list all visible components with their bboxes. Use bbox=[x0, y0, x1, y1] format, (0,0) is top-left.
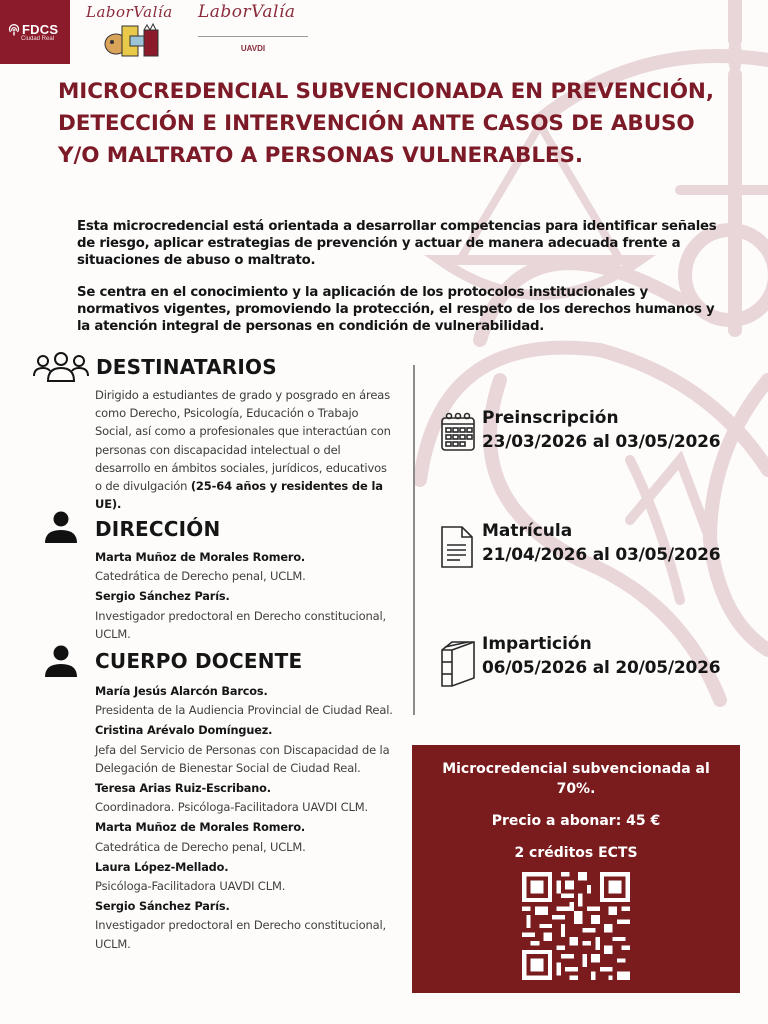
person-name: Marta Muñoz de Morales Romero. bbox=[95, 551, 306, 564]
cuerpo-docente-title: CUERPO DOCENTE bbox=[95, 649, 303, 673]
laborvalia-logo-text: LaborValía bbox=[86, 3, 173, 21]
date-matricula bbox=[440, 521, 760, 581]
date-range: 21/04/2026 al 03/05/2026 bbox=[482, 545, 721, 565]
price-text: Precio a abonar: 45 € bbox=[491, 813, 661, 829]
page-title: MICROCREDENCIAL SUBVENCIONADA EN PREVENCIÓN, DETECCIÓN E INTERVENCIÓN ANTE CASOS DE ABUSO Y/O MALTRATO A PERSONAS VULNERABLES. bbox=[58, 79, 714, 168]
docente-person bbox=[95, 683, 395, 719]
date-label: Matrícula bbox=[482, 521, 573, 541]
person-name: Cristina Arévalo Domínguez. bbox=[95, 724, 273, 738]
docente-person bbox=[95, 722, 395, 777]
person-role: Presidenta de la Audiencia Provincial de Ciudad Real. bbox=[95, 703, 393, 718]
destinatarios-description: Dirigido a estudiantes de grado y posgrado en áreas como Derecho, Psicología, Educación o Trabajo Social, así como a profesionales que interactúan con personas con discapacidad intelectual o del desarrollo en ámbitos sociales, jurídicos, educativos o de divulgación bbox=[95, 388, 391, 494]
person-role: Catedrática de Derecho penal, UCLM. bbox=[95, 569, 306, 584]
cuerpo-docente-list bbox=[95, 683, 395, 956]
date-label: Impartición bbox=[482, 634, 592, 654]
destinatarios-heading bbox=[33, 352, 277, 382]
person-name: María Jesús Alarcón Barcos. bbox=[95, 685, 268, 698]
person-icon bbox=[44, 644, 78, 678]
credits-text: 2 créditos ECTS bbox=[514, 845, 638, 861]
direccion-person bbox=[95, 588, 395, 643]
group-icon bbox=[33, 352, 89, 382]
person-name: Teresa Arias Ruiz-Escribano. bbox=[95, 782, 271, 796]
direccion-heading bbox=[95, 517, 220, 541]
person-name: Marta Muñoz de Morales Romero. bbox=[95, 821, 306, 835]
date-imparticion bbox=[440, 634, 760, 694]
person-role: Catedrática de Derecho penal, UCLM. bbox=[95, 839, 306, 854]
laborvalia-logo bbox=[86, 2, 186, 62]
column-divider bbox=[413, 365, 415, 715]
uavdi-label: UAVDI bbox=[240, 44, 266, 53]
direccion-person bbox=[95, 549, 395, 585]
destinatarios-requirements: (25-64 años y residentes de la UE). bbox=[95, 479, 383, 512]
date-range: 06/05/2026 al 20/05/2026 bbox=[482, 658, 721, 678]
price-box bbox=[412, 745, 740, 993]
fdcs-logo-title: FDCS bbox=[22, 22, 59, 37]
destinatarios-title: DESTINATARIOS bbox=[96, 355, 277, 379]
destinatarios-text bbox=[95, 386, 395, 513]
person-role: Coordinadora. Psicóloga-Facilitadora UAVDI CLM. bbox=[95, 800, 369, 815]
fdcs-logo-subtitle: Ciudad Real bbox=[21, 36, 55, 42]
person-role: Psicóloga-Facilitadora UAVDI CLM. bbox=[95, 879, 286, 894]
person-icon bbox=[44, 510, 78, 544]
person-role: Jefa del Servicio de Personas con Discapacidad de la Delegación de Bienestar Social de Ciudad Real. bbox=[95, 742, 390, 775]
document-icon bbox=[440, 525, 474, 569]
docente-person bbox=[95, 859, 395, 895]
laborvalia-illustration-icon bbox=[102, 22, 166, 58]
date-preinscripcion bbox=[440, 408, 760, 468]
fdcs-logo bbox=[0, 0, 70, 64]
person-name: Sergio Sánchez París. bbox=[95, 900, 230, 914]
calendar-icon bbox=[440, 412, 476, 452]
podcast-icon bbox=[8, 24, 20, 36]
laborvalia-uavdi-logo bbox=[198, 2, 310, 62]
logo-divider bbox=[198, 36, 308, 37]
person-role: Investigador predoctoral en Derecho constitucional, UCLM. bbox=[95, 918, 387, 951]
intro-paragraph-2: Se centra en el conocimiento y la aplicación de los protocolos institucionales y normativos vigentes, promoviendo la protección, el respeto de los derechos humanos y la atención integral de personas en condición de vulnerabilidad. bbox=[77, 285, 715, 334]
date-label: Preinscripción bbox=[482, 408, 619, 428]
person-name: Sergio Sánchez París. bbox=[95, 590, 230, 604]
docente-person bbox=[95, 780, 395, 816]
person-name: Laura López-Mellado. bbox=[95, 860, 229, 874]
intro bbox=[77, 218, 727, 335]
qr-code[interactable] bbox=[522, 872, 630, 980]
docente-person bbox=[95, 898, 395, 953]
direccion-list bbox=[95, 549, 395, 646]
direccion-title: DIRECCIÓN bbox=[95, 517, 221, 541]
date-range: 23/03/2026 al 03/05/2026 bbox=[482, 432, 721, 452]
subsidy-text: Microcredencial subvencionada al 70%. bbox=[442, 761, 710, 797]
person-role: Investigador predoctoral en Derecho constitucional, UCLM. bbox=[95, 608, 387, 641]
intro-paragraph-1: Esta microcredencial está orientada a desarrollar competencias para identificar señales de riesgo, aplicar estrategias de prevención y actuar de manera adecuada frente a situaciones de abuso o maltrato. bbox=[77, 219, 717, 268]
cuerpo-docente-heading bbox=[95, 649, 302, 673]
docente-person bbox=[95, 819, 395, 855]
book-icon bbox=[440, 638, 476, 688]
laborvalia-uavdi-logo-text: LaborValía bbox=[198, 2, 296, 22]
